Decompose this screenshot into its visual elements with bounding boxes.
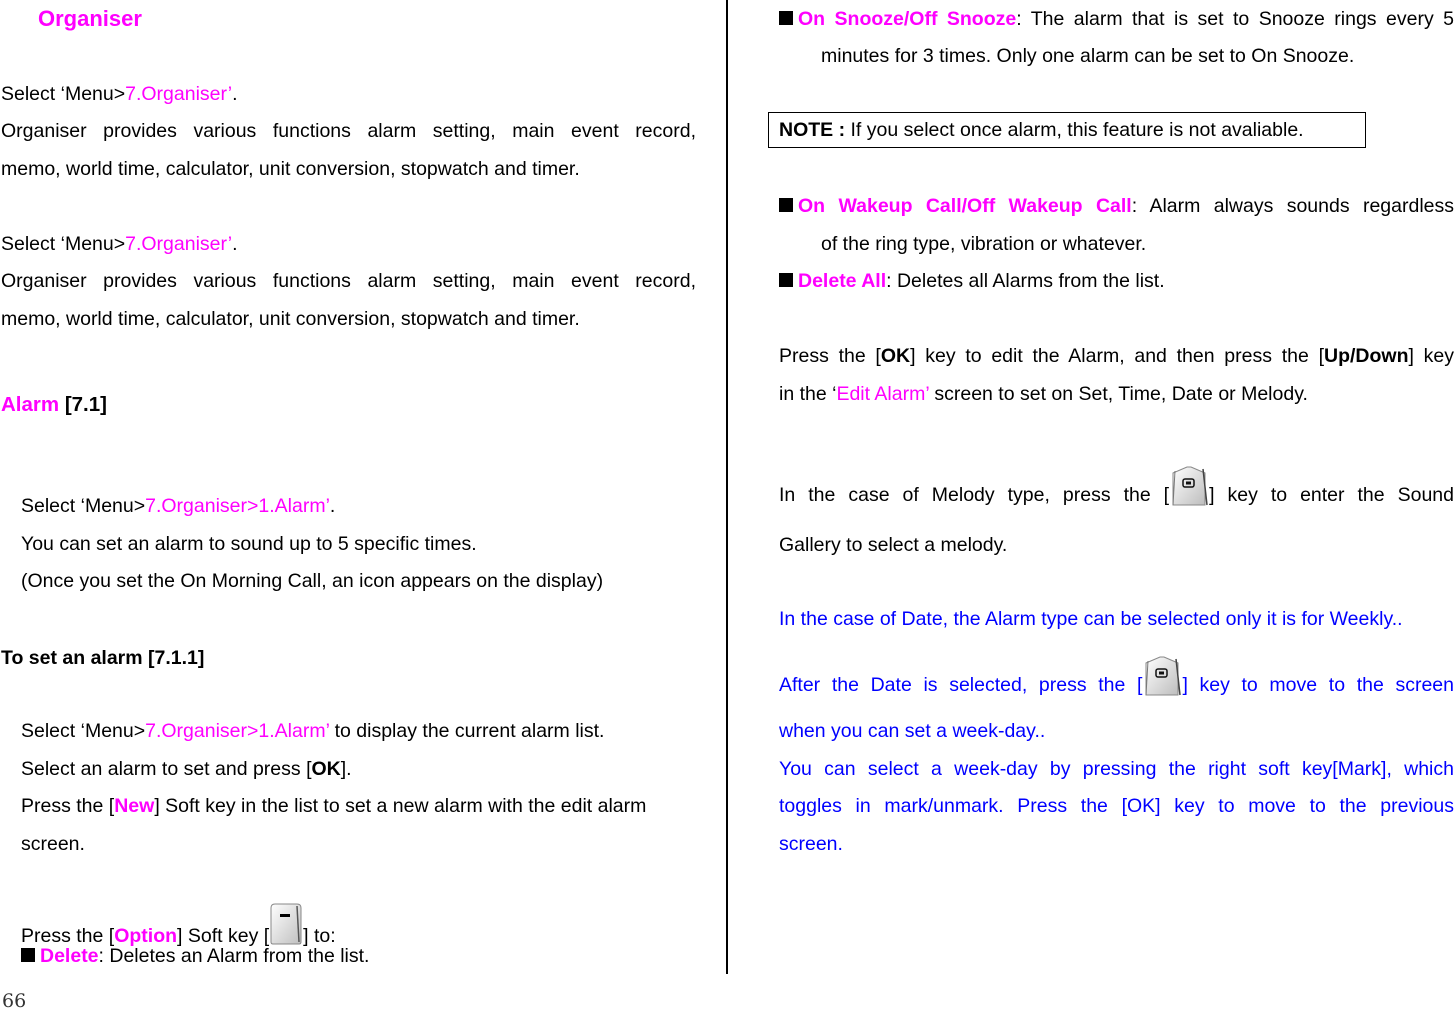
alarm-line3: (Once you set the On Morning Call, an icon appears on the display) xyxy=(21,570,604,592)
snooze-bullet: On Snooze/Off Snooze: The alarm that is set to Snooze rings every 5 xyxy=(779,8,1454,31)
weekday-line1: You can select a week-day by pressing the right soft key[Mark], which xyxy=(779,758,1454,780)
page-title: Organiser xyxy=(38,6,142,31)
bullet-square-icon xyxy=(21,948,35,962)
bullet-square-icon xyxy=(779,11,793,25)
alarm-line2: You can set an alarm to sound up to 5 specific times. xyxy=(21,533,477,555)
melody-line1: In the case of Melody type, press the [ ] key to enter the Sound xyxy=(779,465,1454,511)
weekday-line3: screen. xyxy=(779,833,843,855)
ok-center-key-icon xyxy=(1142,655,1182,705)
intro-desc-2-line2: memo, world time, calculator, unit conversion, stopwatch and timer. xyxy=(1,308,580,330)
wakeup-bullet: On Wakeup Call/Off Wakeup Call: Alarm always sounds regardless xyxy=(779,195,1454,218)
press-option: Press the [Option] Soft key [ ] to: xyxy=(21,902,336,952)
select-alarm-ok: Select an alarm to set and press [OK]. xyxy=(21,758,352,780)
set-alarm-heading: To set an alarm [7.1.1] xyxy=(1,647,205,669)
bullet-square-icon xyxy=(779,273,793,287)
snooze-line2: minutes for 3 times. Only one alarm can be set to On Snooze. xyxy=(821,45,1355,67)
press-new: Press the [New] Soft key in the list to set a new alarm with the edit alarm xyxy=(21,795,647,817)
intro-desc-2-line1: Organiser provides various functions alarm setting, main event record, xyxy=(1,270,696,292)
intro-select-1: Select ‘Menu>7.Organiser’. xyxy=(1,83,238,105)
alarm-select: Select ‘Menu>7.Organiser>1.Alarm’. xyxy=(21,495,336,517)
melody-line2: Gallery to select a melody. xyxy=(779,534,1008,556)
press-ok-line2: in the ‘Edit Alarm’ screen to set on Set, Time, Date or Melody. xyxy=(779,383,1308,405)
intro-desc-1-line2: memo, world time, calculator, unit conversion, stopwatch and timer. xyxy=(1,158,580,180)
intro-select-2: Select ‘Menu>7.Organiser’. xyxy=(1,233,238,255)
page-number: 66 xyxy=(2,990,27,1012)
delete-bullet: Delete: Deletes an Alarm from the list. xyxy=(21,945,369,968)
after-line1: After the Date is selected, press the [ ] key to move to the screen xyxy=(779,655,1454,701)
column-divider xyxy=(726,0,728,974)
alarm-heading: Alarm [7.1] xyxy=(1,393,107,416)
after-line2: when you can set a week-day.. xyxy=(779,720,1046,742)
bullet-square-icon xyxy=(779,198,793,212)
intro-desc-1-line1: Organiser provides various functions alarm setting, main event record, xyxy=(1,120,696,142)
set-alarm-select: Select ‘Menu>7.Organiser>1.Alarm’ to display the current alarm list. xyxy=(21,720,605,742)
note-box: NOTE : If you select once alarm, this feature is not avaliable. xyxy=(768,112,1366,148)
press-ok-line1: Press the [OK] key to edit the Alarm, and then press the [Up/Down] key xyxy=(779,345,1454,367)
deleteall-bullet: Delete All: Deletes all Alarms from the list. xyxy=(779,270,1165,293)
ok-center-key-icon xyxy=(1169,465,1209,515)
wakeup-line2: of the ring type, vibration or whatever. xyxy=(821,233,1147,255)
date-line1: In the case of Date, the Alarm type can be selected only it is for Weekly.. xyxy=(779,608,1403,630)
weekday-line2: toggles in mark/unmark. Press the [OK] key to move to the previous xyxy=(779,795,1454,817)
press-new-line2: screen. xyxy=(21,833,85,855)
